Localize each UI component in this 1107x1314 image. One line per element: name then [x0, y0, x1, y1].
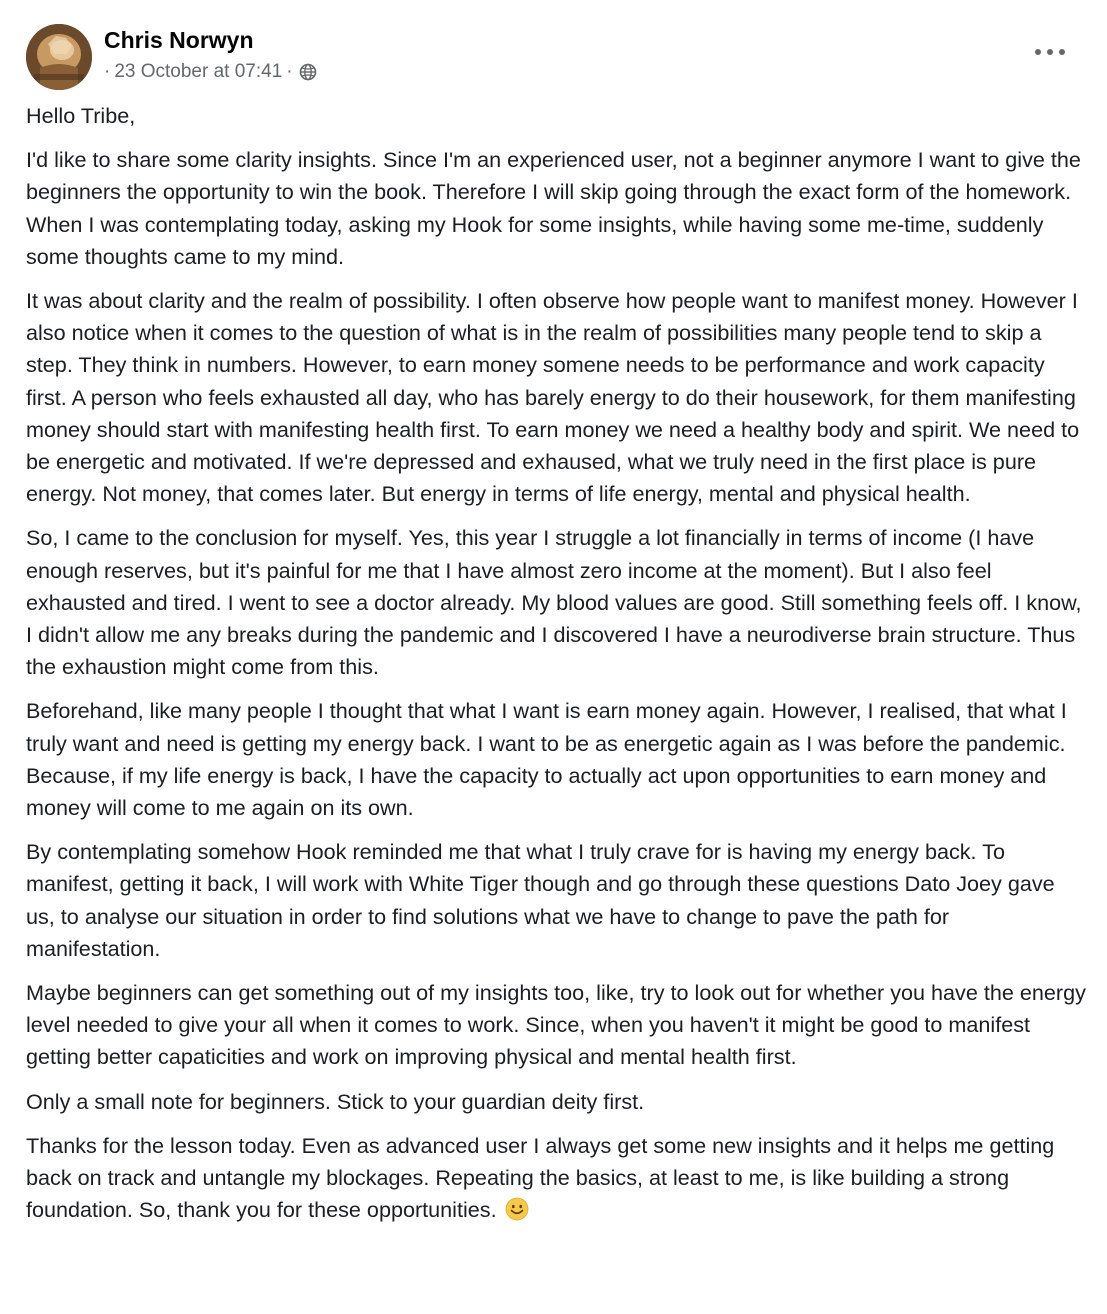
- meta-separator: ·: [286, 61, 293, 82]
- post-paragraph: I'd like to share some clarity insights. Since I'm an experienced user, not a beginner anymore I want to give the beginners the opportunity to win the book. Therefore I will skip going through the exact form of the homework. When I was contemplating today, asking my Hook for some insights, while having some me-time, suddenly some thoughts came to my mind.: [26, 147, 1081, 269]
- smiling-face-emoji: [505, 1197, 529, 1221]
- author-avatar[interactable]: [26, 24, 92, 90]
- post-paragraph: So, I came to the conclusion for myself. Yes, this year I struggle a lot financially in terms of income (I have enough reserves, but it's painful for me that I have almost zero income at the moment). But I also feel exhausted and tired. I went to see a doctor already. My blood values are good. Still something feels off. I know, I didn't allow me any breaks during the pandemic and I discovered I have a neurodiverse brain structure. Thus the exhaustion might come from this.: [26, 525, 1082, 680]
- post-body: [26, 100, 1088, 1239]
- post-paragraph: Only a small note for beginners. Stick to your guardian deity first.: [26, 1088, 645, 1114]
- post-paragraph: By contemplating somehow Hook reminded me that what I truly crave for is having my energy back. To manifest, getting it back, I will work with White Tiger though and go through these questions Dato Joey gave us, to analyse our situation in order to find solutions what we have to change to pave the path for manifestation.: [26, 839, 1055, 961]
- dot-icon: [1047, 49, 1053, 55]
- post-meta: [104, 60, 317, 84]
- dot-icon: [1059, 49, 1065, 55]
- post-paragraph: Hello Tribe,: [26, 103, 136, 128]
- more-options-icon[interactable]: [1035, 40, 1065, 64]
- dot-icon: [1035, 49, 1041, 55]
- post-paragraph-text: Thanks for the lesson today. Even as advanced user I always get some new insights and it helps me getting back on track and untangle my blockages. Repeating the basics, at least to me, is like building a strong foundation. So, thank you for these opportunities.: [26, 1132, 1055, 1223]
- post-paragraph-last: [26, 1130, 1088, 1227]
- meta-separator: ·: [104, 61, 111, 82]
- post-paragraph: Beforehand, like many people I thought that what I want is earn money again. However, I realised, that what I truly want and need is getting my energy back. I want to be as energetic again as I was before the pandemic. Because, if my life energy is back, I have the capacity to actually act upon opportunities to earn money and money will come to me again on its own.: [26, 698, 1067, 821]
- globe-icon[interactable]: [299, 63, 317, 81]
- post-paragraph: Maybe beginners can get something out of my insights too, like, try to look out for whether you have the energy level needed to give your all when it comes to work. Since, when you haven't it might be good to manifest getting better capaticities and work on improving physical and mental health first.: [26, 980, 1086, 1070]
- post-timestamp[interactable]: 23 October at 07:41: [114, 61, 283, 82]
- author-name[interactable]: Chris Norwyn: [104, 27, 254, 53]
- avatar-image: [26, 24, 92, 90]
- post-paragraph: It was about clarity and the realm of possibility. I often observe how people want to manifest money. However I also notice when it comes to the question of what is in the realm of possibilities many people tend to skip a step. They think in numbers. However, to earn money somene needs to be performance and work capacity first. A person who feels exhausted all day, who has barely energy to do their housework, for them manifesting money should start with manifesting health first. To earn money we need a healthy body and spirit. We need to be energetic and motivated. If we're depressed and exhaused, what we truly need in the first place is pure energy. Not money, that comes later. But energy in terms of life energy, mental and physical health.: [26, 288, 1080, 507]
